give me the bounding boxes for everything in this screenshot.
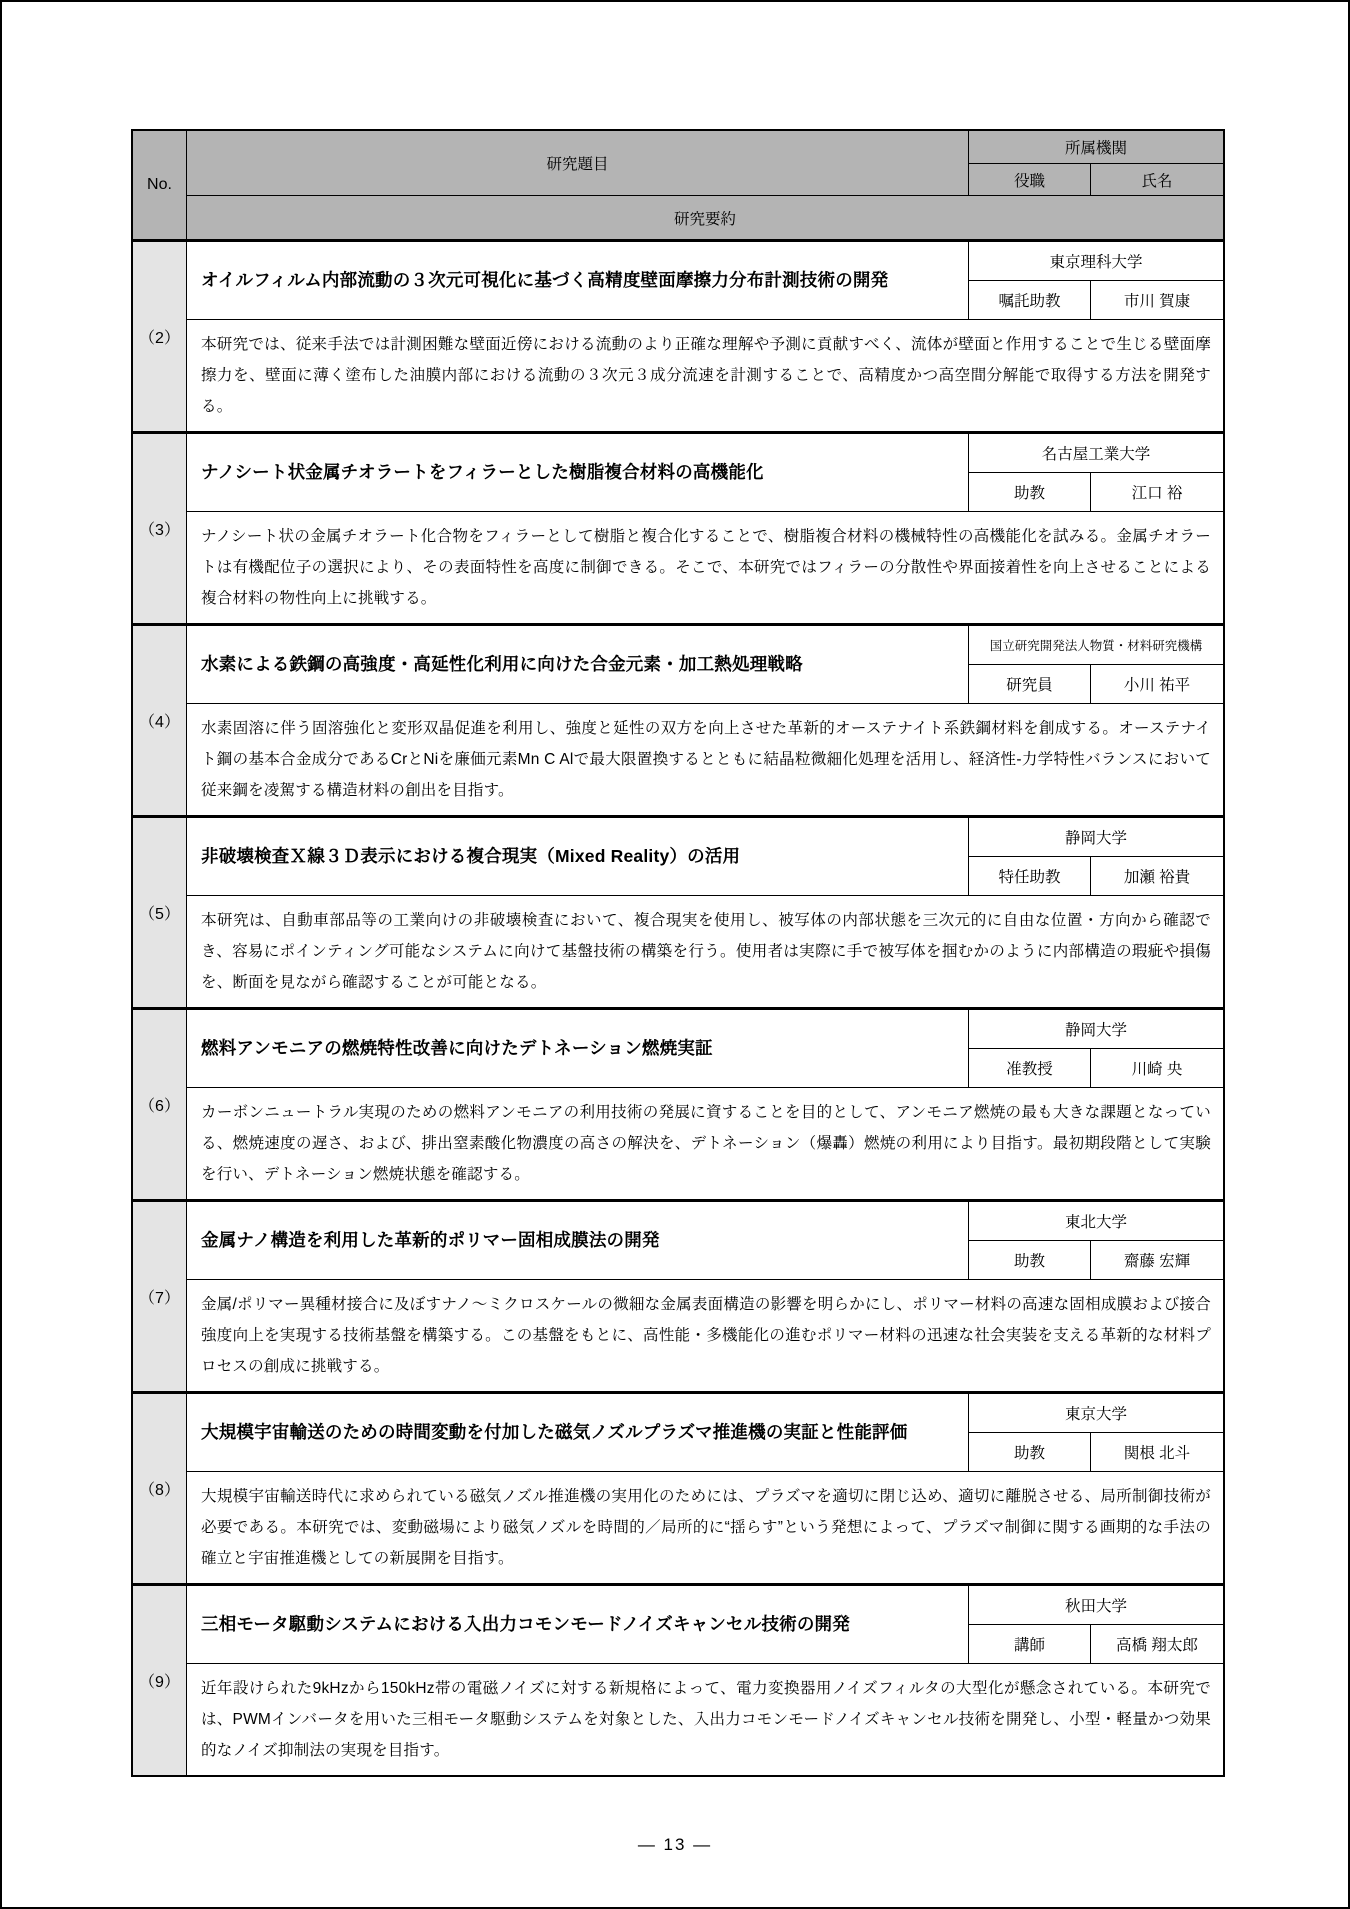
entry-body [187, 1010, 1223, 1199]
researcher-name: 高橋 翔太郎 [1116, 1637, 1198, 1654]
researcher-name: 関根 北斗 [1123, 1445, 1191, 1462]
research-entry [133, 1202, 1223, 1394]
research-table [131, 129, 1225, 1777]
header-position-name-row [969, 164, 1223, 195]
table-header-row-1 [187, 131, 1223, 196]
entry-body [187, 1394, 1223, 1583]
position-name-row [969, 1241, 1223, 1279]
position-name-row [969, 1433, 1223, 1471]
header-position: 役職 [969, 164, 1091, 195]
affiliation-block [969, 1394, 1223, 1471]
header-affiliation: 所属機関 [969, 131, 1223, 164]
research-summary: 本研究では、従来手法では計測困難な壁面近傍における流動のより正確な理解や予測に貢献すべく、流体が壁面と作用することで生じる壁面摩擦力を、壁面に薄く塗布した油膜内部における流動の３次元３成分流速を計測することで、高精度かつ高空間分解能で取得する方法を開発する。 [201, 336, 1211, 415]
research-summary: 水素固溶に伴う固溶強化と変形双晶促進を利用し、強度と延性の双方を向上させた革新的オーステナイト系鉄鋼材料を創成する。オーステナイト鋼の基本合金成分であるCrとNiを廉価元素Mn C Alで最大限置換するとともに結晶粒微細化処理を活用し、経済性-力学特性バランスにおいて従来鋼を凌駕する構造材料の創出を目指す。 [201, 720, 1211, 799]
institution: 秋田大学 [969, 1586, 1223, 1625]
page-number: — 13 — [637, 1835, 713, 1854]
entry-number: （4） [133, 626, 187, 815]
researcher-name: 市川 賀康 [1123, 293, 1191, 310]
position-name-row [969, 1625, 1223, 1663]
research-title: オイルフィルム内部流動の３次元可視化に基づく高精度壁面摩擦力分布計測技術の開発 [187, 242, 969, 319]
entry-top-row [187, 434, 1223, 512]
affiliation-block [969, 434, 1223, 511]
position-name-row [969, 857, 1223, 895]
affiliation-block [969, 242, 1223, 319]
research-summary: カーボンニュートラル実現のための燃料アンモニアの利用技術の発展に資することを目的として、アンモニア燃焼の最も大きな課題となっている、燃焼速度の遅さ、および、排出窒素酸化物濃度の高さの解決を、デトネーション（爆轟）燃焼の利用により目指す。最初期段階として実験を行い、デトネーション燃焼状態を確認する。 [201, 1104, 1211, 1183]
institution: 静岡大学 [969, 1010, 1223, 1049]
position: 研究員 [969, 665, 1091, 703]
institution: 東京大学 [969, 1394, 1223, 1433]
entry-top-row [187, 626, 1223, 704]
researcher-name: 加瀬 裕貴 [1123, 869, 1191, 886]
entry-top-row [187, 818, 1223, 896]
institution: 東北大学 [969, 1202, 1223, 1241]
position-name-row [969, 473, 1223, 511]
position: 講師 [969, 1625, 1091, 1663]
entry-number: （5） [133, 818, 187, 1007]
entry-body [187, 626, 1223, 815]
position: 助教 [969, 1241, 1091, 1279]
entry-number: （3） [133, 434, 187, 623]
header-summary: 研究要約 [673, 210, 736, 228]
position: 特任助教 [969, 857, 1091, 895]
position-name-row [969, 665, 1223, 703]
entry-number: （7） [133, 1202, 187, 1391]
entry-body [187, 1586, 1223, 1775]
research-entry [133, 1586, 1223, 1775]
affiliation-block [969, 1010, 1223, 1087]
research-title: 水素による鉄鋼の高強度・高延性化利用に向けた合金元素・加工熱処理戦略 [187, 626, 969, 703]
research-entry [133, 242, 1223, 434]
institution: 国立研究開発法人物質・材料研究機構 [969, 626, 1223, 665]
entry-body [187, 434, 1223, 623]
entry-top-row [187, 1586, 1223, 1664]
entry-number: （6） [133, 1010, 187, 1199]
table-header [133, 131, 1223, 242]
position-name-row [969, 281, 1223, 319]
research-title: ナノシート状金属チオラートをフィラーとした樹脂複合材料の高機能化 [187, 434, 969, 511]
affiliation-block [969, 1202, 1223, 1279]
researcher-name: 小川 祐平 [1123, 677, 1191, 694]
researcher-name: 川崎 央 [1131, 1061, 1183, 1078]
research-summary: 本研究は、自動車部品等の工業向けの非破壊検査において、複合現実を使用し、被写体の内部状態を三次元的に自由な位置・方向から確認でき、容易にポインティング可能なシステムに向けて基盤技術の構築を行う。使用者は実際に手で被写体を掴むかのように内部構造の瑕疵や損傷を、断面を見ながら確認することが可能となる。 [201, 912, 1211, 991]
header-research-title: 研究題目 [187, 131, 969, 195]
header-name: 氏名 [1141, 172, 1173, 190]
entry-body [187, 818, 1223, 1007]
institution: 静岡大学 [969, 818, 1223, 857]
position: 嘱託助教 [969, 281, 1091, 319]
research-summary: ナノシート状の金属チオラート化合物をフィラーとして樹脂と複合化することで、樹脂複合材料の機械特性の高機能化を試みる。金属チオラートは有機配位子の選択により、その表面特性を高度に制御できる。そこで、本研究ではフィラーの分散性や界面接着性を向上させることによる複合材料の物性向上に挑戦する。 [201, 528, 1211, 607]
header-affiliation-block [969, 131, 1223, 195]
entry-list [133, 242, 1223, 1775]
position: 助教 [969, 473, 1091, 511]
research-entry [133, 434, 1223, 626]
institution: 東京理科大学 [969, 242, 1223, 281]
header-no: No. [133, 131, 187, 239]
entry-number: （2） [133, 242, 187, 431]
research-summary: 金属/ポリマー異種材接合に及ぼすナノ～ミクロスケールの微細な金属表面構造の影響を明らかにし、ポリマー材料の高速な固相成膜および接合強度向上を実現する技術基盤を構築する。この基盤をもとに、高性能・多機能化の進むポリマー材料の迅速な社会実装を支える革新的な材料プロセスの創成に挑戦する。 [201, 1296, 1211, 1375]
affiliation-block [969, 818, 1223, 895]
research-title: 非破壊検査Ｘ線３Ｄ表示における複合現実（Mixed Reality）の活用 [187, 818, 969, 895]
affiliation-block [969, 1586, 1223, 1663]
position: 准教授 [969, 1049, 1091, 1087]
entry-body [187, 1202, 1223, 1391]
researcher-name: 江口 裕 [1131, 485, 1183, 502]
research-entry [133, 818, 1223, 1010]
entry-number: （9） [133, 1586, 187, 1775]
research-title: 金属ナノ構造を利用した革新的ポリマー固相成膜法の開発 [187, 1202, 969, 1279]
entry-number: （8） [133, 1394, 187, 1583]
entry-body [187, 242, 1223, 431]
entry-top-row [187, 1202, 1223, 1280]
entry-top-row [187, 1394, 1223, 1472]
research-title: 燃料アンモニアの燃焼特性改善に向けたデトネーション燃焼実証 [187, 1010, 969, 1087]
affiliation-block [969, 626, 1223, 703]
research-title: 大規模宇宙輸送のための時間変動を付加した磁気ノズルプラズマ推進機の実証と性能評価 [187, 1394, 969, 1471]
position-name-row [969, 1049, 1223, 1087]
research-entry [133, 1394, 1223, 1586]
entry-top-row [187, 1010, 1223, 1088]
position: 助教 [969, 1433, 1091, 1471]
research-entry [133, 626, 1223, 818]
institution: 名古屋工業大学 [969, 434, 1223, 473]
researcher-name: 齋藤 宏輝 [1123, 1253, 1191, 1270]
research-summary: 近年設けられた9kHzから150kHz帯の電磁ノイズに対する新規格によって、電力変換器用ノイズフィルタの大型化が懸念されている。本研究では、PWMインバータを用いた三相モータ駆動システムを対象とした、入出力コモンモードノイズキャンセル技術を開発し、小型・軽量かつ効果的なノイズ抑制法の実現を目指す。 [201, 1680, 1211, 1759]
research-summary: 大規模宇宙輸送時代に求められている磁気ノズル推進機の実用化のためには、プラズマを適切に閉じ込め、適切に離脱させる、局所制御技術が必要である。本研究では、変動磁場により磁気ノズルを時間的／局所的に“揺らす”という発想によって、プラズマ制御に関する画期的な手法の確立と宇宙推進機としての新展開を目指す。 [201, 1488, 1211, 1567]
entry-top-row [187, 242, 1223, 320]
research-title: 三相モータ駆動システムにおける入出力コモンモードノイズキャンセル技術の開発 [187, 1586, 969, 1663]
table-header-right [187, 131, 1223, 239]
research-entry [133, 1010, 1223, 1202]
